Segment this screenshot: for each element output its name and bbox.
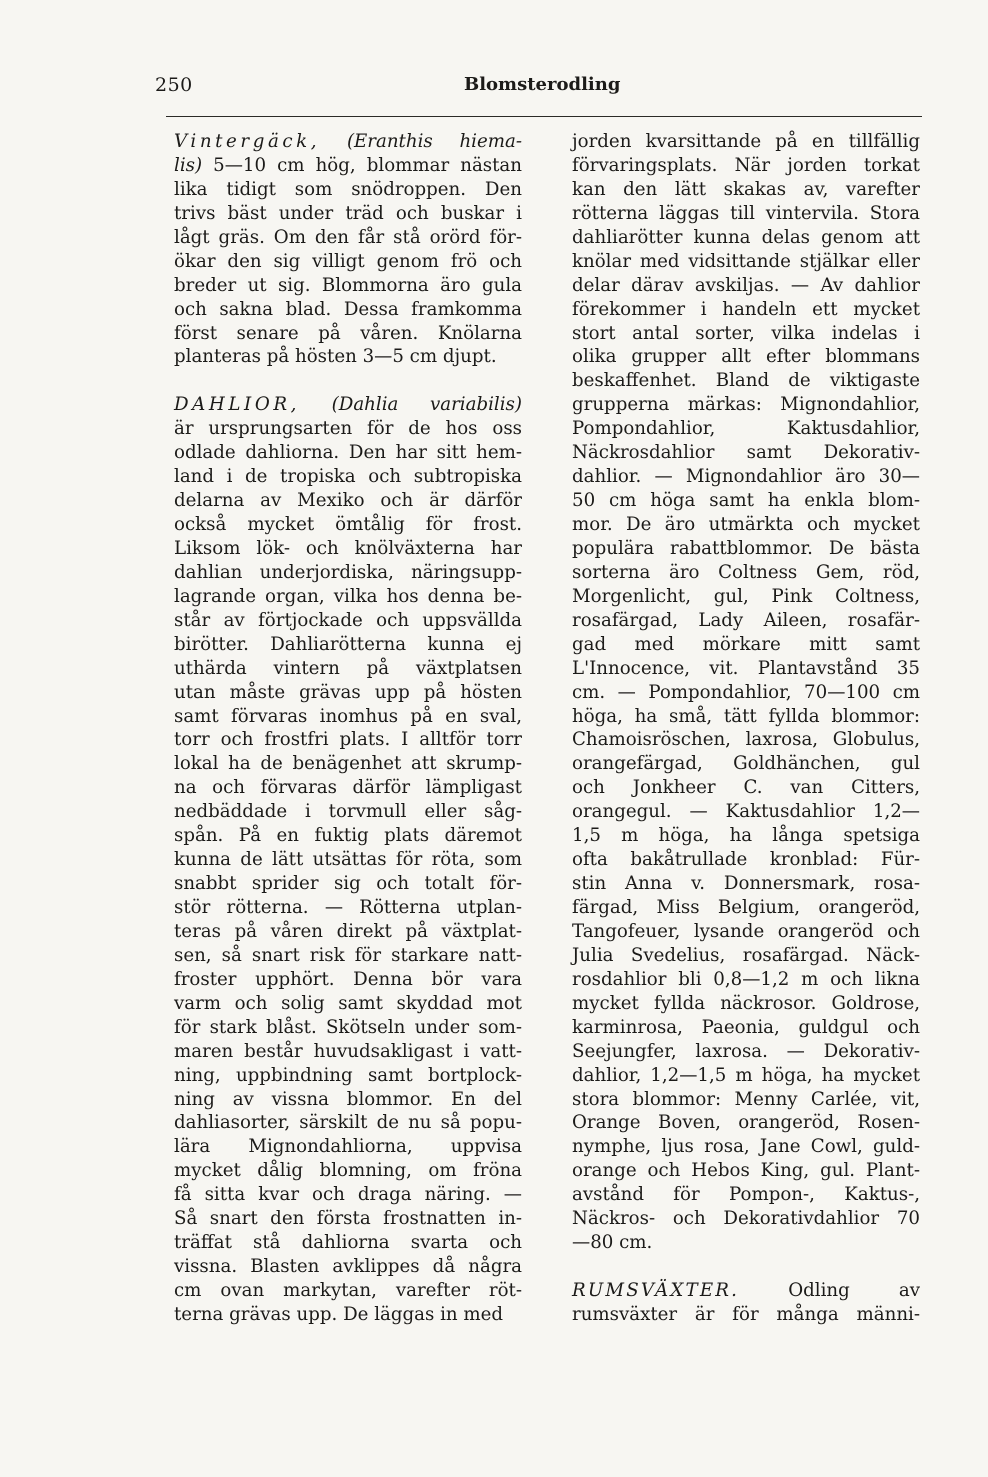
paragraph-line: cm ovan markytan, varefter röt-: [174, 1280, 522, 1301]
paragraph-line: lika tidigt som snödroppen. Den: [174, 178, 522, 200]
paragraph-line: [174, 154, 522, 178]
paragraph-line: står av förtjockade och uppsvällda: [174, 609, 522, 631]
paragraph-line: stora blommor: Menny Carlée, vit,: [572, 1088, 920, 1110]
paragraph-line: kunna de lätt utsättas för röta, som: [174, 849, 522, 871]
latin-name: (Dahlia variabilis): [331, 394, 522, 416]
running-title: Blomsterodling: [464, 74, 621, 95]
text: Odling av: [788, 1280, 920, 1301]
paragraph-line: nymphe, ljus rosa, Jane Cowl, guld-: [572, 1136, 920, 1158]
paragraph-line: uthärda vintern på växtplatsen: [174, 657, 522, 679]
paragraph-line: olika grupper allt efter blommans: [572, 346, 920, 368]
latin-name: lis): [174, 154, 203, 176]
paragraph-line: samt förvaras inomhus på en sval,: [174, 705, 522, 727]
paragraph-line: populära rabattblommor. De bästa: [572, 537, 920, 559]
text: 5—10 cm hög, blommar nästan: [213, 154, 522, 176]
paragraph-line: delar därav avskiljas. — Av dahlior: [572, 274, 920, 296]
paragraph-line: mycket dålig blomning, om fröna: [174, 1160, 522, 1182]
paragraph-line: Näckros- och Dekorativdahlior 70: [572, 1208, 920, 1230]
paragraph-line: höga, ha små, tätt fyllda blommor:: [572, 705, 920, 727]
paragraph-line: stort antal sorter, vilka indelas i: [572, 322, 920, 344]
paragraph-line: orangegul. — Kaktusdahlior 1,2—: [572, 801, 920, 823]
paragraph-line: —80 cm.: [572, 1232, 653, 1254]
term-dahlior: DAHLIOR,: [174, 394, 301, 416]
header-rule: [166, 116, 922, 117]
paragraph-line: dahliasorter, särskilt de nu så popu-: [174, 1112, 522, 1134]
paragraph-line: stör rötterna. — Rötterna utplan-: [174, 897, 522, 918]
paragraph-line: nedbäddade i torvmull eller såg-: [174, 801, 522, 823]
paragraph-line: Julia Svedelius, rosafärgad. Näck-: [572, 944, 920, 966]
paragraph-line: na och förvaras därför lämpligast: [174, 777, 522, 799]
paragraph-line: orangefärgad, Goldhänchen, gul: [572, 753, 920, 775]
paragraph-line: förvaringsplats. När jorden torkat: [572, 154, 920, 176]
latin-name: (Eranthis hiema-: [346, 131, 522, 152]
paragraph-line: varm och solig samt skyddad mot: [174, 992, 522, 1014]
paragraph-gap: [174, 369, 522, 393]
paragraph-vintergack: [174, 178, 522, 370]
paragraph-line: få sitta kvar och draga näring. —: [174, 1184, 522, 1206]
paragraph-line: Orange Boven, orangeröd, Rosen-: [572, 1112, 920, 1134]
paragraph-line: snabbt sprider sig och totalt för-: [174, 873, 522, 895]
paragraph-line: lågt gräs. Om den får stå orörd för-: [174, 226, 522, 248]
paragraph-line: är ursprungsarten för de hos oss: [174, 418, 522, 440]
paragraph-line: froster upphört. Denna bör vara: [174, 968, 522, 990]
paragraph-line: 50 cm höga samt ha enkla blom-: [572, 490, 920, 512]
paragraph-line: dahlian underjordiska, näringsupp-: [174, 561, 522, 583]
paragraph-line: [174, 393, 522, 417]
paragraph-line: Liksom lök- och knölväxterna har: [174, 537, 522, 559]
paragraph-line: land i de tropiska och subtropiska: [174, 466, 522, 488]
paragraph-line: teras på våren direkt på växtplat-: [174, 920, 522, 942]
paragraph-line: och Jonkheer C. van Citters,: [572, 777, 920, 799]
paragraph-line: Så snart den första frostnatten in-: [174, 1208, 522, 1230]
paragraph-line: lokal ha de benägenhet att skrump-: [174, 753, 522, 775]
paragraph-line: dahlior, 1,2—1,5 m höga, ha mycket: [572, 1064, 920, 1086]
paragraph-line: torr och frostfri plats. I alltför torr: [174, 729, 522, 751]
paragraph-line: träffat stå dahliorna svarta och: [174, 1232, 522, 1254]
paragraph-line: maren består huvudsakligast i vatt-: [174, 1040, 522, 1062]
paragraph-line: orange och Hebos King, gul. Plant-: [572, 1160, 920, 1182]
paragraph-line: dahliarötter kunna delas genom att: [572, 226, 920, 248]
paragraph-line: trivs bäst under träd och buskar i: [174, 202, 522, 224]
paragraph-line: karminrosa, Paeonia, guldgul och: [572, 1016, 920, 1038]
paragraph-line: förekommer i handeln ett mycket: [572, 298, 920, 320]
paragraph-line: ofta bakåtrullade kronblad: Für-: [572, 849, 920, 871]
paragraph-line: rötterna läggas till vintervila. Stora: [572, 202, 920, 224]
paragraph-line: [174, 130, 522, 154]
paragraph-line: avstånd för Pompon-, Kaktus-,: [572, 1184, 920, 1206]
paragraph-line: rosdahlior bli 0,8—1,2 m och likna: [572, 968, 920, 990]
paragraph-line: ning av vissna blommor. En del: [174, 1088, 522, 1110]
paragraph-line: L'Innocence, vit. Plantavstånd 35: [572, 657, 920, 679]
paragraph-line: färgad, Miss Belgium, orangeröd,: [572, 897, 920, 918]
paragraph-line: ning, uppbindning samt bortplock-: [174, 1064, 522, 1086]
paragraph-line: Chamoisröschen, laxrosa, Globulus,: [572, 729, 920, 751]
paragraph-line: spån. På en fuktig plats däremot: [174, 825, 522, 847]
paragraph-line: delarna av Mexiko och är därför: [174, 490, 522, 512]
paragraph-line: sen, så snart risk för starkare natt-: [174, 944, 522, 966]
paragraph-line: planteras på hösten 3—5 cm djupt.: [174, 346, 497, 368]
paragraph-line: sorterna äro Coltness Gem, röd,: [572, 561, 920, 583]
paragraph-line: för stark blåst. Skötseln under som-: [174, 1016, 522, 1038]
paragraph-line: jorden kvarsittande på en tillfällig: [572, 131, 920, 152]
paragraph-gap: [572, 1255, 920, 1279]
paragraph-line: odlade dahliorna. Den har sitt hem-: [174, 442, 522, 464]
paragraph-line: cm. — Pompondahlior, 70—100 cm: [572, 681, 920, 703]
paragraph-line: också mycket ömtålig för frost.: [174, 514, 522, 535]
paragraph-line: terna grävas upp. De läggas in med: [174, 1303, 504, 1325]
paragraph-line: lagrande organ, vilka hos denna be-: [174, 585, 522, 607]
paragraph-line: ökar den sig villigt genom frö och: [174, 250, 522, 272]
paragraph-line: dahlior. — Mignondahlior äro 30—: [572, 466, 920, 488]
paragraph-line: Pompondahlior, Kaktusdahlior,: [572, 418, 920, 440]
paragraph-line: Näckrosdahlior samt Dekorativ-: [572, 442, 920, 464]
paragraph-line: lära Mignondahliorna, uppvisa: [174, 1136, 522, 1158]
paragraph-line: 1,5 m höga, ha långa spetsiga: [572, 825, 920, 847]
paragraph-line: mor. De äro utmärkta och mycket: [572, 514, 920, 535]
term-vintergack: Vintergäck,: [174, 131, 321, 152]
paragraph-line: vissna. Blasten avklippes då några: [174, 1256, 522, 1278]
paragraph-line: [572, 1279, 920, 1303]
paragraph-line: breder ut sig. Blommorna äro gula: [174, 274, 522, 296]
paragraph-line: först senare på våren. Knölarna: [174, 322, 522, 344]
paragraph-dahlior-continued: [572, 130, 920, 1255]
paragraph-line: stin Anna v. Donnersmark, rosa-: [572, 873, 920, 895]
paragraph-line: rosafärgad, Lady Aileen, rosafär-: [572, 609, 920, 631]
paragraph-line: rumsväxter är för många männi-: [572, 1303, 920, 1325]
paragraph-line: Morgenlicht, gul, Pink Coltness,: [572, 585, 920, 607]
page-number: 250: [155, 74, 193, 96]
paragraph-line: utan måste grävas upp på hösten: [174, 681, 522, 703]
term-rumsvaxter: RUMSVÄXTER.: [572, 1280, 740, 1301]
paragraph-line: Tangofeuer, lysande orangeröd och: [572, 920, 920, 942]
paragraph-dahlior: [174, 417, 522, 1327]
paragraph-line: knölar med vidsittande stjälkar eller: [572, 250, 920, 272]
paragraph-line: Seejungfer, laxrosa. — Dekorativ-: [572, 1040, 920, 1062]
paragraph-line: kan den lätt skakas av, varefter: [572, 178, 920, 200]
paragraph-line: gad med mörkare mitt samt: [572, 633, 920, 655]
paragraph-line: grupperna märkas: Mignondahlior,: [572, 394, 920, 416]
left-column: [174, 130, 522, 1327]
paragraph-line: och sakna blad. Dessa framkomma: [174, 298, 522, 320]
paragraph-line: mycket fyllda näckrosor. Goldrose,: [572, 992, 920, 1014]
right-column: [572, 130, 920, 1327]
paragraph-line: birötter. Dahliarötterna kunna ej: [174, 633, 522, 655]
paragraph-line: beskaffenhet. Bland de viktigaste: [572, 370, 920, 392]
